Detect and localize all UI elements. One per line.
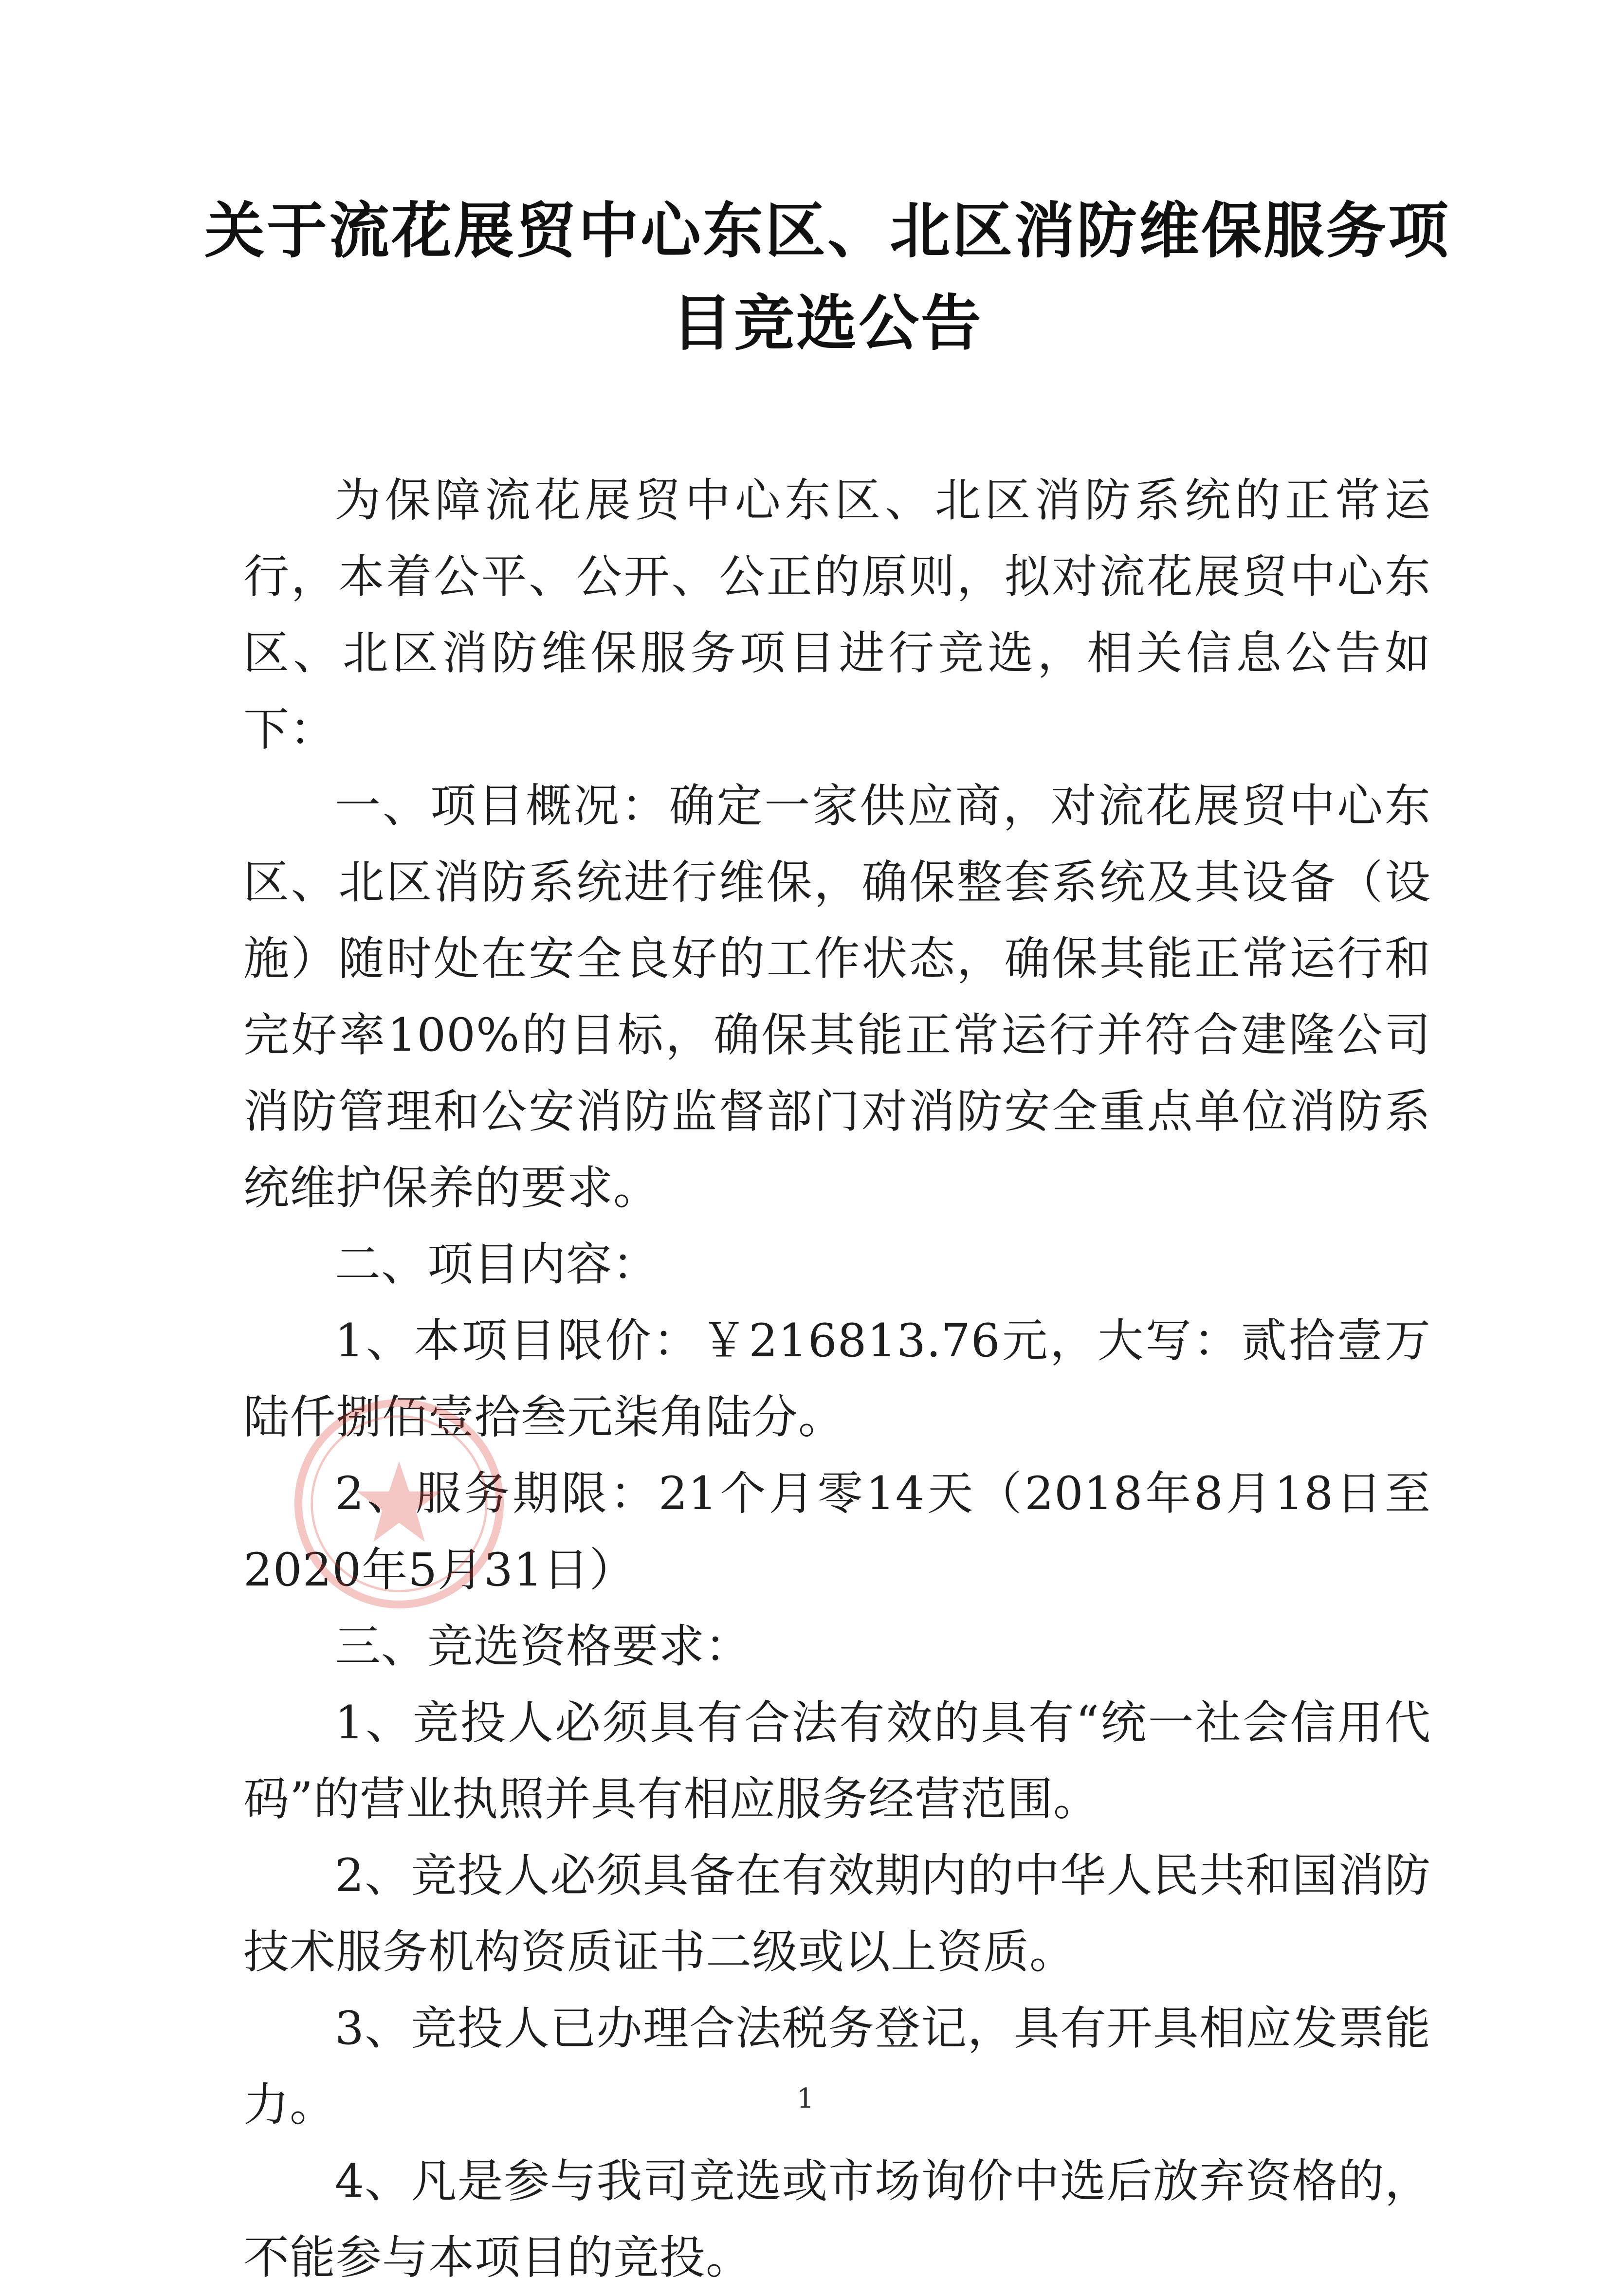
document-title: 关于流花展贸中心东区、北区消防维保服务项目竞选公告 xyxy=(204,196,1451,359)
paragraph-qualification-3: 3、竞投人已办理合法税务登记，具有开具相应发票能力。 xyxy=(243,2002,1431,2132)
paragraph-intro: 为保障流花展贸中心东区、北区消防系统的正常运行，本着公平、公开、公正的原则，拟对流花展贸中心东区、北区消防维保服务项目进行竞选，相关信息公告如下： xyxy=(243,474,1431,756)
heading-project-content: 二、项目内容： xyxy=(335,1238,659,1291)
document-body xyxy=(243,462,1431,2296)
paragraph-qualification-2: 2、竞投人必须具备在有效期内的中华人民共和国消防技术服务机构资质证书二级或以上资质。 xyxy=(243,1849,1431,1979)
page-number: 1 xyxy=(797,2083,814,2114)
paragraph-qualification-1: 1、竞投人必须具有合法有效的具有“统一社会信用代码”的营业执照并具有相应服务经营范围。 xyxy=(243,1696,1431,1826)
paragraph-qualification-4: 4、凡是参与我司竞选或市场询价中选后放弃资格的，不能参与本项目的竞投。 xyxy=(243,2155,1431,2284)
paragraph-service-period: 2、服务期限：21个月零14天（2018年8月18日至2020年5月31日） xyxy=(243,1467,1431,1597)
paragraph-project-overview: 一、项目概况：确定一家供应商，对流花展贸中心东区、北区消防系统进行维保，确保整套系统及其设备（设施）随时处在安全良好的工作状态，确保其能正常运行和完好率100%的目标，确保其能正常运行并符合建隆公司消防管理和公安消防监督部门对消防安全重点单位消防系统维护保养的要求。 xyxy=(243,780,1431,1215)
paragraph-price-limit: 1、本项目限价：￥216813.76元，大写：贰拾壹万陆仟捌佰壹拾叁元柒角陆分。 xyxy=(243,1314,1431,1444)
heading-qualification: 三、竞选资格要求： xyxy=(335,1620,751,1673)
